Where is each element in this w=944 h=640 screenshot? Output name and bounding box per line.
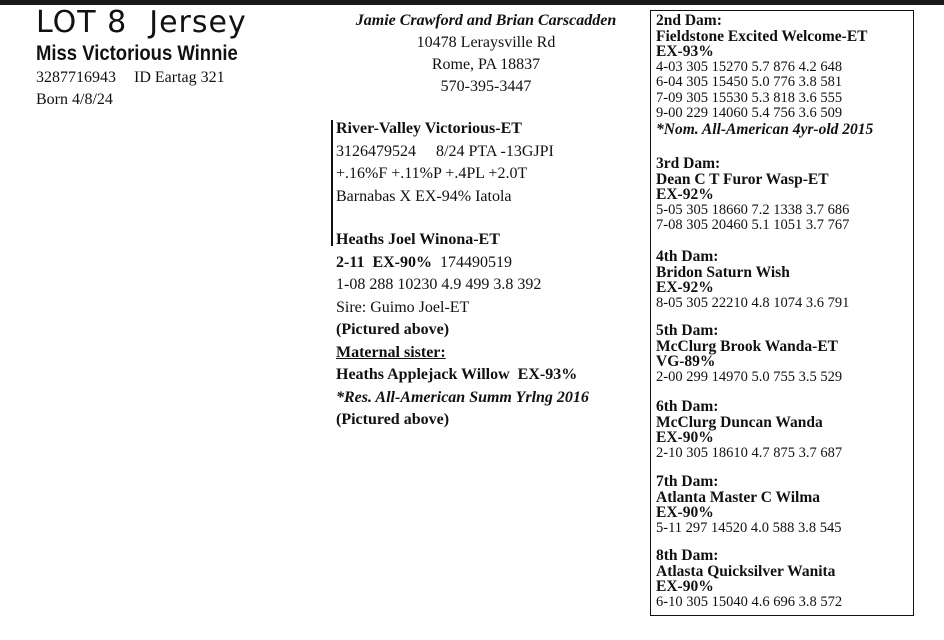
dam-2-record-1: 4-03 305 15270 5.7 876 4.2 648: [656, 58, 843, 75]
dam-6-label: 6th Dam:: [656, 398, 719, 415]
dam-4-name: Bridon Saturn Wish: [656, 263, 790, 281]
dam-2: [656, 13, 873, 137]
dam-6-name: McClurg Duncan Wanda: [656, 413, 823, 431]
dam-6-score: EX-90%: [656, 429, 714, 446]
cow-born: Born 4/8/24: [36, 91, 113, 108]
cow-ids: [36, 67, 225, 89]
sire-reg-line: 3126479524 8/24 PTA -13GJPI: [336, 142, 554, 160]
dam-2-note: *Nom. All-American 4yr-old 2015: [656, 120, 874, 138]
dam-3: [656, 156, 849, 234]
lot-header: [36, 6, 247, 40]
dam-4: [656, 249, 849, 311]
dam-2-score: EX-93%: [656, 43, 714, 60]
cow-registration: 3287716943: [36, 69, 116, 86]
dam-4-label: 4th Dam:: [656, 248, 719, 265]
dam-8-name: Atlasta Quicksilver Wanita: [656, 562, 836, 580]
consignor-address: 10478 Leraysville Rd: [416, 34, 556, 51]
dam-7-name: Atlanta Master C Wilma: [656, 488, 821, 506]
consignor-block: [334, 10, 638, 98]
cow-name: Miss Victorious Winnie: [36, 42, 238, 65]
dam-registration: 174490519: [440, 253, 512, 271]
consignor-phone: 570-395-3447: [440, 78, 532, 95]
consignor-name: Jamie Crawford and Brian Carscadden: [355, 12, 617, 29]
pedigree-line-sire: [331, 120, 333, 232]
sire-name: River-Valley Victorious-ET: [336, 120, 522, 137]
maternal-sister-name: Heaths Applejack Willow EX-93%: [336, 366, 578, 383]
dam-2-record-4: 9-00 229 14060 5.4 756 3.6 509: [656, 105, 843, 121]
consignor-city: Rome, PA 18837: [431, 56, 541, 73]
maternal-sister-label: Maternal sister:: [336, 343, 446, 361]
dam-3-score: EX-92%: [656, 186, 714, 203]
sire-pedigree: Barnabas X EX-94% Iatola: [336, 187, 512, 205]
dam-5: [656, 323, 842, 385]
dam-name: Heaths Joel Winona-ET: [336, 231, 500, 248]
lot-breed: Jersey: [149, 5, 247, 40]
dam-6: [656, 399, 842, 461]
maternal-sister-award: *Res. All-American Summ Yrlng 2016: [336, 388, 589, 406]
cow-eartag: ID Eartag 321: [134, 69, 225, 86]
dam-3-record-1: 5-05 305 18660 7.2 1338 3.7 686: [656, 201, 850, 218]
dam-8: [656, 548, 842, 610]
dam-4-record-1: 8-05 305 22210 4.8 1074 3.6 791: [656, 294, 850, 311]
dam-7-score: EX-90%: [656, 504, 714, 521]
dam-record: 1-08 288 10230 4.9 499 3.8 392: [336, 276, 542, 293]
maternal-sister-pictured: (Pictured above): [336, 411, 450, 428]
dam-2-record-2: 6-04 305 15450 5.0 776 3.8 581: [656, 74, 843, 90]
dam-2-record-3: 7-09 305 15530 5.3 818 3.6 555: [656, 89, 843, 106]
dam-5-record-1: 2-00 299 14970 5.0 755 3.5 529: [656, 368, 843, 385]
dam-2-label: 2nd Dam:: [656, 12, 722, 29]
dam-8-score: EX-90%: [656, 578, 714, 595]
dam-7: [656, 474, 842, 536]
dam-5-label: 5th Dam:: [656, 322, 719, 339]
lot-number: LOT 8: [36, 5, 128, 40]
dam-3-record-2: 7-08 305 20460 5.1 1051 3.7 767: [656, 217, 850, 233]
dam-score-line: [336, 252, 589, 275]
dam-score: 2-11 EX-90%: [336, 253, 432, 271]
dam-5-score: VG-89%: [656, 353, 716, 370]
dam-8-label: 8th Dam:: [656, 547, 719, 564]
dam-3-label: 3rd Dam:: [656, 155, 721, 172]
dam-pictured: (Pictured above): [336, 321, 450, 338]
pedigree-line-dam: [331, 230, 333, 246]
dam-5-name: McClurg Brook Wanda-ET: [656, 337, 839, 355]
sire-traits: +.16%F +.11%P +.4PL +2.0T: [336, 165, 528, 182]
dam-3-name: Dean C T Furor Wasp-ET: [656, 170, 829, 188]
dam-7-label: 7th Dam:: [656, 473, 719, 490]
dam-2-name: Fieldstone Excited Welcome-ET: [656, 27, 868, 45]
dam-7-record-1: 5-11 297 14520 4.0 588 3.8 545: [656, 519, 842, 536]
dam-block: [336, 229, 589, 432]
dam-4-score: EX-92%: [656, 279, 714, 296]
dam-6-record-1: 2-10 305 18610 4.7 875 3.7 687: [656, 444, 843, 461]
top-rule: [0, 0, 944, 5]
sire-block: [336, 118, 554, 208]
dam-sire: Sire: Guimo Joel-ET: [336, 298, 470, 316]
dam-8-record-1: 6-10 305 15040 4.6 696 3.8 572: [656, 593, 843, 610]
